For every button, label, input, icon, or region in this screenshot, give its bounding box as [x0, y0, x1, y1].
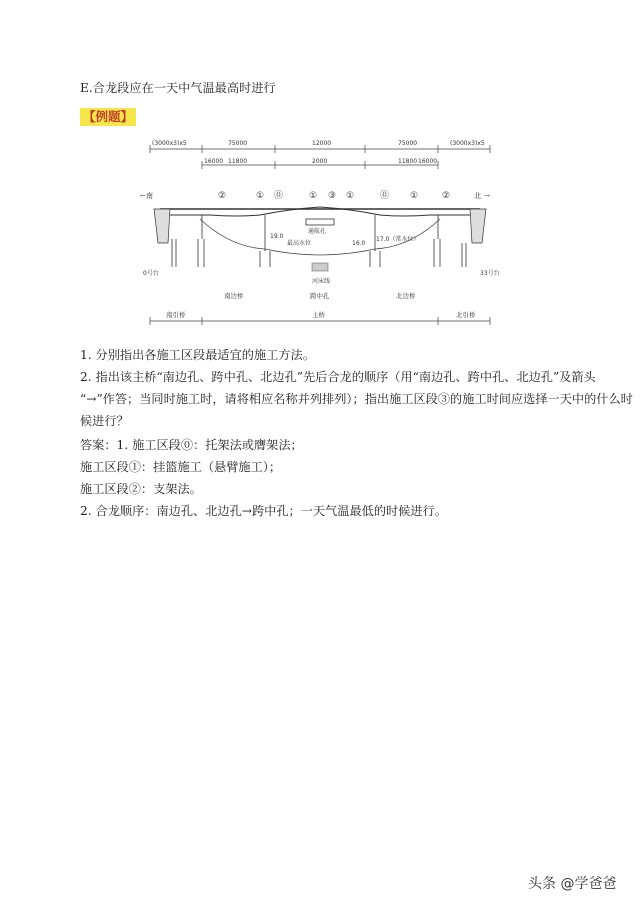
dim-sub-2: 11800 [228, 158, 248, 165]
answer-line-1: 答案：1. 施工区段⓪：托架法或膺架法； [80, 438, 303, 452]
dim-top-5: (3000x3)x5 [450, 140, 485, 147]
dim-top-2: 75000 [228, 140, 248, 147]
segment-label: ⓪ [274, 191, 284, 201]
example-tag: 【例题】 [80, 108, 136, 126]
dim-sub-4: 11800 [398, 158, 418, 165]
question-1: 1. 分别指出各施工区段最适宜的施工方法。 [80, 348, 315, 362]
answer-line-4: 2. 合龙顺序：南边孔、北边孔→跨中孔；一天气温最低的时候进行。 [80, 504, 447, 518]
span-mid-label: 跨中孔 [310, 292, 330, 300]
segment-label: ① [309, 191, 318, 201]
span-south-label: 南边桥 [224, 292, 244, 300]
dim-sub-3: 2000 [312, 158, 328, 165]
abutment-left-label: 0号台 [143, 270, 159, 277]
segment-label: ① [346, 191, 355, 201]
dim-top-3: 12000 [312, 140, 332, 147]
north-label: 北 [474, 192, 481, 200]
abutment-right [470, 209, 486, 243]
dim-top-4: 75000 [398, 140, 418, 147]
south-label: 南 [146, 192, 153, 200]
river-bed-hatch [312, 263, 328, 271]
arrow-left-icon: ← [140, 192, 146, 200]
abutment-left [154, 209, 170, 243]
answer-line-3: 施工区段②：支架法。 [80, 482, 202, 496]
option-e-text: E.合龙段应在一天中气温最高时进行 [80, 81, 276, 95]
dim-sub-5: 16000 [418, 158, 438, 165]
segment-label: ③ [328, 191, 337, 201]
approach-north-label: 北引桥 [456, 311, 476, 319]
arrow-right-icon: → [484, 192, 490, 200]
segment-label: ① [410, 191, 419, 201]
span-north-label: 北边桥 [396, 292, 416, 300]
dim-top-1: (3000x3)x5 [152, 140, 187, 147]
answer-line-2: 施工区段①：挂篮施工（悬臂施工）； [80, 460, 282, 474]
segment-label: ① [256, 191, 265, 201]
approach-south-label: 南引桥 [166, 311, 186, 319]
nav-opening-box [306, 219, 334, 225]
question-2-line-1: 2. 指出该主桥“南边孔、跨中孔、北边孔”先后合龙的顺序（用“南边孔、跨中孔、北边孔”及箭头 [80, 370, 596, 384]
bridge-diagram [140, 135, 500, 335]
abutment-right-label: 33号台 [480, 270, 500, 277]
river-bed-label: 河床线 [312, 278, 331, 285]
elev-left: 19.0 [270, 233, 284, 240]
elev-left-label: 最高水位 [287, 240, 312, 247]
segment-label: ② [218, 191, 227, 201]
question-2-line-3: 候进行？ [80, 414, 129, 428]
elev-right-2: 17.0（常水位） [376, 236, 420, 243]
dim-sub-1: 16000 [204, 158, 224, 165]
elev-right: 16.0 [352, 240, 366, 247]
main-bridge-label: 主桥 [312, 311, 325, 319]
nav-opening-label: 通航孔 [308, 228, 327, 235]
segment-label: ② [442, 191, 451, 201]
watermark: 头条 @学爸爸 [528, 876, 617, 892]
segment-label: ⓪ [380, 191, 390, 201]
question-2-line-2: “→”作答；当同时施工时，请将相应名称并列排列）；指出施工区段③的施工时间应选择一天中的什么时 [80, 392, 633, 406]
